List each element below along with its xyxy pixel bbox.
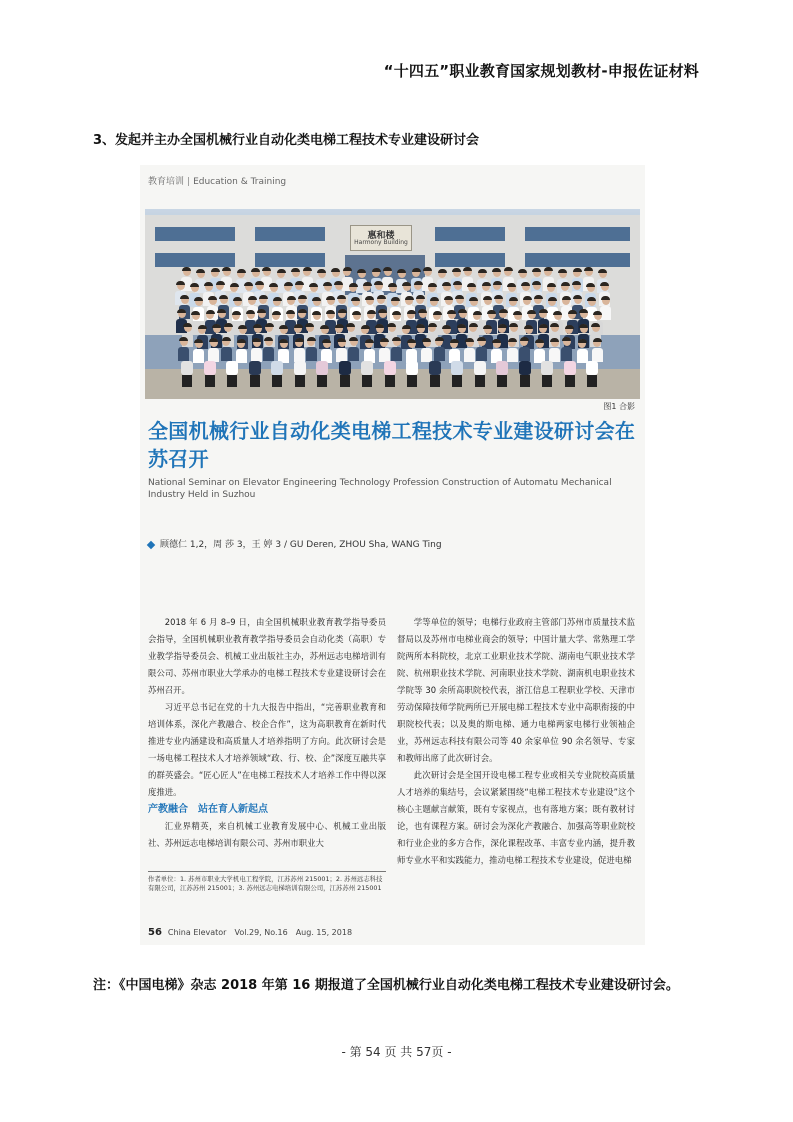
section-label-cn: 教育培训 (148, 177, 185, 187)
magazine-folio (148, 927, 352, 938)
person-figure (577, 339, 588, 363)
person-figure (561, 337, 572, 361)
seated-person-figure (294, 361, 307, 389)
person-figure (263, 337, 274, 361)
person-figure (236, 339, 247, 363)
person-figure (549, 338, 560, 362)
seated-person-figure (384, 361, 397, 389)
person-figure (507, 338, 518, 362)
person-figure (348, 337, 359, 361)
person-figure (321, 339, 332, 363)
photo-caption: 图1 合影 (603, 402, 635, 411)
magazine-clipping (140, 165, 645, 945)
seated-person-figure (406, 361, 419, 389)
seated-person-figure (541, 361, 554, 389)
person-figure (193, 339, 204, 363)
article-title: 全国机械行业自动化类电梯工程技术专业建设研讨会在苏召开 (148, 419, 636, 471)
seated-person-figure (451, 361, 464, 389)
seated-person-figure (361, 361, 374, 389)
person-figure (294, 338, 305, 362)
person-figure (306, 337, 317, 361)
left-paragraph-1: 2018 年 6 月 8–9 日，由全国机械职业教育教学指导委员会指导，全国机械职业教育教学指导委员会自动化类（高职）专业教学指导委员会、机械工业出版社主办，苏州远志电梯培训有限公司、苏州市职业大学承办的电梯工程技术专业建设研讨会在苏州召开。 (148, 617, 386, 695)
person-figure (491, 339, 502, 363)
person-figure (534, 339, 545, 363)
seated-person-figure (181, 361, 194, 389)
person-figure (406, 339, 417, 363)
person-figure (592, 338, 603, 362)
person-figure (519, 337, 530, 361)
author-footnote: 作者单位：1. 苏州市职业大学机电工程学院，江苏苏州 215001；2. 苏州远志科技有限公司，江苏苏州 215001；3. 苏州远志电梯培训有限公司，江苏苏州 215001 (148, 871, 386, 893)
magazine-section-label (148, 174, 286, 187)
seated-person-figure (519, 361, 532, 389)
seated-person-figure (316, 361, 329, 389)
building-sign-en: Harmony Building (354, 239, 408, 246)
person-figure (421, 338, 432, 362)
person-figure (449, 339, 460, 363)
person-figure (464, 338, 475, 362)
authors-cn: 顾德仁 1,2，周 莎 3，王 婷 3 (160, 540, 282, 550)
person-figure (379, 338, 390, 362)
magazine-issue-info: China Elevator Vol.29, No.16 Aug. 15, 2018 (167, 928, 353, 937)
seated-person-figure (204, 361, 217, 389)
section-label-separator: | (187, 177, 191, 187)
bullet-diamond-icon (147, 540, 155, 548)
document-note: 注：《中国电梯》杂志 2018 年第 16 期报道了全国机械行业自动化类电梯工程技术专业建设研讨会。 (93, 978, 679, 993)
person-figure (364, 339, 375, 363)
front-row-seated (175, 361, 615, 391)
right-paragraph-2: 此次研讨会是全国开设电梯工程专业或相关专业院校高质量人才培养的集结号，会议紧紧围绕“电梯工程技术专业建设”这个核心主题献言献策，既有专家视点，也有落地方案；既有教材讨论，也有课程方案。研讨会为深化产教融合、加强高等职业院校和行业企业的多方合作，深化课程改革、丰富专业内涵，提升教师专业水平和实践能力，推动电梯工程技术专业建设，促进电梯 (397, 770, 635, 865)
seated-person-figure (586, 361, 599, 389)
person-figure (251, 338, 262, 362)
article-right-column (397, 614, 635, 869)
page-footer: - 第 54 页 共 57页 - (341, 1045, 452, 1059)
person-figure (221, 337, 232, 361)
seated-person-figure (226, 361, 239, 389)
article-title-en: National Seminar on Elevator Engineering Technology Profession Construction of Automatu Mechanical Industry Held in Suzhou (148, 478, 612, 500)
article-left-column (148, 614, 386, 852)
group-photo (145, 209, 640, 399)
person-figure (476, 337, 487, 361)
person-figure (208, 338, 219, 362)
person-figure (336, 338, 347, 362)
left-paragraph-3: 汇业界精英，来自机械工业教育发展中心、机械工业出版社、苏州远志电梯培训有限公司、苏州市职业大 (148, 821, 386, 848)
seated-person-figure (249, 361, 262, 389)
article-subheading: 产教融合 站在育人新起点 (148, 804, 268, 815)
magazine-page-number: 56 (148, 927, 162, 938)
seated-person-figure (429, 361, 442, 389)
person-figure (391, 337, 402, 361)
document-header-title: “十四五”职业教育国家规划教材-申报佐证材料 (383, 62, 699, 80)
person-figure (178, 337, 189, 361)
right-paragraph-1: 学等单位的领导；电梯行业政府主管部门苏州市质量技术监督局以及苏州市电梯业商会的领导；中国计量大学、常熟理工学院两所本科院校，北京工业职业技术学院、湖南电气职业技术学院、杭州职业技术学院、河南职业技术学院、湖南机电职业技术学院等 30 余所高职院校代表，浙江信息工程职业学校、天津市劳动保障技师学院两所已开展电梯工程技术专业中高职衔接的中职院校代表；以及奥的斯电梯、通力电梯两家电梯行业领袖企业，苏州远志科技有限公司等 40 余家单位 90 余名领导、专家和教师出席了此次研讨会。 (397, 617, 635, 763)
seated-person-figure (474, 361, 487, 389)
seated-person-figure (339, 361, 352, 389)
seated-person-figure (271, 361, 284, 389)
seated-person-figure (496, 361, 509, 389)
seated-person-figure (564, 361, 577, 389)
building-sign-text: 惠和楼 (367, 231, 395, 241)
section-heading: 3、发起并主办全国机械行业自动化类电梯工程技术专业建设研讨会 (93, 133, 480, 148)
person-figure (434, 337, 445, 361)
building-sign (350, 225, 412, 251)
left-paragraph-2: 习近平总书记在党的十九大报告中指出，“完善职业教育和培训体系，深化产教融合、校企合作”，这为高职教育在新时代推进专业内涵建设和高质量人才培养指明了方向。此次研讨会是一场电梯工程技术人才培养领域“政、行、校、企”深度互融共享的群英盛会。“匠心匠人”在电梯工程技术人才培养工作中得以深度推进。 (148, 702, 386, 797)
person-figure (278, 339, 289, 363)
section-label-en: Education & Training (193, 177, 287, 187)
article-authors (148, 537, 442, 550)
authors-en: / GU Deren, ZHOU Sha, WANG Ting (283, 540, 442, 550)
